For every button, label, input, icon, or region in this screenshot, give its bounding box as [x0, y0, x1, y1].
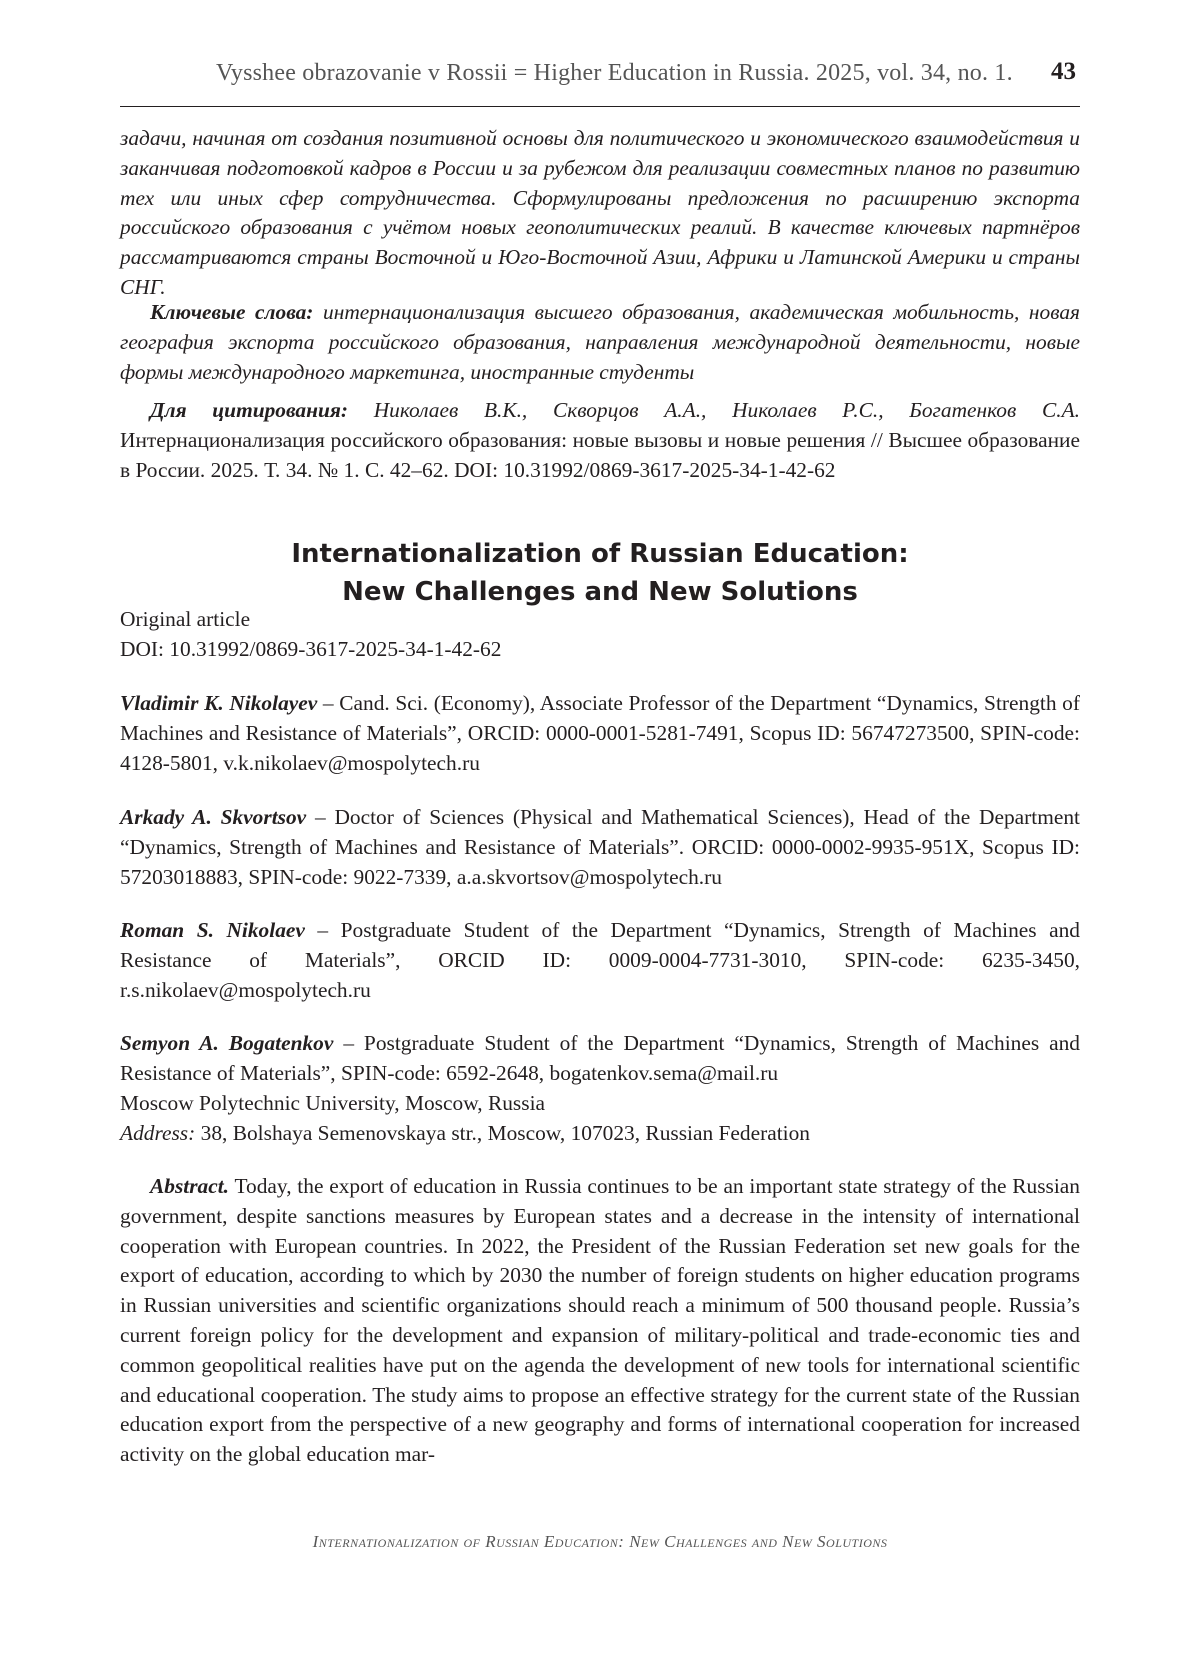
abstract-label: Abstract. [150, 1174, 230, 1198]
author-name: Roman S. Nikolaev [120, 918, 305, 942]
author-entry-1 [120, 689, 1080, 778]
running-footer: Internationalization of Russian Education: New Challenges and New Solutions [312, 1532, 888, 1551]
keywords-text: интернационализация высшего образования, академическая мобильность, новая география экспорта российского образования, направления международной деятельности, новые формы международного маркетинга, иностранные студенты [120, 300, 1080, 384]
keywords-label: Ключевые слова: [150, 300, 314, 324]
author-details: – Doctor of Sciences (Physical and Mathematical Sciences), Head of the Department “Dynamics, Strength of Machines and Resistance of Materials”. ORCID: 0000-0002-9935-951X, Scopus ID: 57203018883, SPIN-code: 9022-7339, a.a.skvortsov@mospolytech.ru [120, 805, 1080, 889]
author-name: Arkady A. Skvortsov [120, 805, 307, 829]
article-type: Original article [120, 607, 251, 631]
english-title-line-2: New Challenges and New Solutions [342, 577, 858, 607]
affiliation-university: Moscow Polytechnic University, Moscow, Russia [120, 1091, 546, 1115]
running-header [120, 60, 1080, 107]
citation-label: Для цитирования: [150, 398, 349, 422]
author-entry-3 [120, 916, 1080, 1005]
author-entry-2 [120, 803, 1080, 892]
author-name: Vladimir K. Nikolayev [120, 691, 318, 715]
journal-citation-header: Vysshee obrazovanie v Rossii = Higher Education in Russia. 2025, vol. 34, no. 1. [216, 60, 1013, 86]
russian-citation [120, 396, 1080, 485]
author-details: – Cand. Sci. (Economy), Associate Professor of the Department “Dynamics, Strength of Machines and Resistance of Materials”, ORCID: 0000-0001-5281-7491, Scopus ID: 56747273500, SPIN-code: 4128-5801, v.k.nikolaev@mospolytech.ru [120, 691, 1080, 775]
russian-keywords [120, 298, 1080, 387]
author-name: Semyon A. Bogatenkov [120, 1031, 334, 1055]
article-doi: DOI: 10.31992/0869-3617-2025-34-1-42-62 [120, 636, 502, 661]
russian-abstract-continuation: задачи, начиная от создания позитивной основы для политического и экономического взаимодействия и заканчивая подготовкой кадров в России и за рубежом для реализации совместных планов по развитию тех или иных сфер сотрудничества. Сформулированы предложения по расширению экспорта российского образования с учётом новых геополитических реалий. В качестве ключевых партнёров рассматриваются страны Восточной и Юго-Восточной Азии, Африки и Латинской Америки и страны СНГ. [120, 126, 1080, 299]
page-number: 43 [1051, 58, 1076, 85]
english-abstract [120, 1172, 1080, 1470]
affiliation-address [120, 1119, 1080, 1149]
affiliation [120, 1089, 1080, 1149]
english-title-line-1: Internationalization of Russian Education: [291, 539, 909, 569]
address-text: 38, Bolshaya Semenovskaya str., Moscow, 107023, Russian Federation [200, 1120, 810, 1145]
article-info [120, 605, 1080, 665]
address-label: Address: [120, 1120, 196, 1145]
author-entry-4 [120, 1029, 1080, 1089]
citation-text: Интернационализация российского образования: новые вызовы и новые решения // Высшее образование в России. 2025. Т. 34. № 1. С. 42–62. DOI: 10.31992/0869-3617-2025-34-1-42-62 [120, 427, 1080, 482]
english-article-title [120, 535, 1080, 611]
citation-authors: Николаев В.К., Скворцов А.А., Николаев Р.С., Богатенков С.А. [373, 398, 1080, 422]
author-details: – Postgraduate Student of the Department “Dynamics, Strength of Machines and Resistance of Materials”, SPIN-code: 6592-2648, bogatenkov.sema@mail.ru [120, 1031, 1081, 1085]
author-details: – Postgraduate Student of the Department “Dynamics, Strength of Machines and Resistance of Materials”, ORCID ID: 0009-0004-7731-3010, SPIN-code: 6235-3450, r.s.nikolaev@mospolytech.ru [120, 918, 1081, 1002]
abstract-text: Today, the export of education in Russia continues to be an important state strategy of the Russian government, despite sanctions measures by European states and a decrease in the intensity of international cooperation with European countries. In 2022, the President of the Russian Federation set new goals for the export of education, according to which by 2030 the number of foreign students on higher education programs in Russian universities and scientific organizations should reach a minimum of 500 thousand people. Russia’s current foreign policy for the development and expansion of military-political and trade-economic ties and common geopolitical realities have put on the agenda the development of new tools for international scientific and educational cooperation. The study aims to propose an effective strategy for the current state of the Russian education export from the perspective of a new geography and forms of international cooperation for increased activity on the global education mar- [120, 1174, 1080, 1467]
